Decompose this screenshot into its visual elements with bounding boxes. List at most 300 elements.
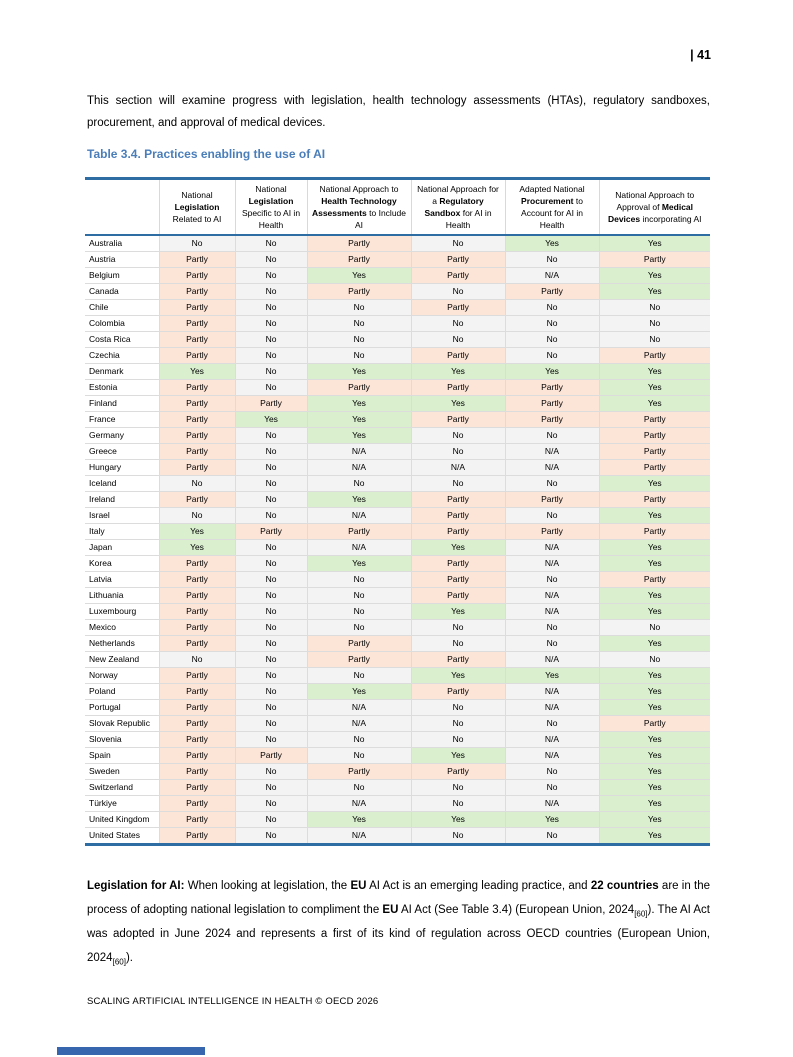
value-cell: Yes <box>599 364 710 380</box>
country-cell: Germany <box>85 428 159 444</box>
value-cell: Yes <box>599 396 710 412</box>
value-cell: N/A <box>307 540 411 556</box>
paragraph-run: EU <box>350 880 367 892</box>
value-cell: Yes <box>599 268 710 284</box>
value-cell: Yes <box>599 812 710 828</box>
value-cell: No <box>505 828 599 845</box>
value-cell: Yes <box>159 364 235 380</box>
country-cell: Iceland <box>85 476 159 492</box>
country-column-header <box>85 179 159 236</box>
value-cell: No <box>505 508 599 524</box>
value-cell: Partly <box>411 588 505 604</box>
value-cell: No <box>411 828 505 845</box>
value-cell: No <box>307 748 411 764</box>
country-cell: Slovenia <box>85 732 159 748</box>
value-cell: Partly <box>159 348 235 364</box>
paragraph-run: When looking at legislation, the <box>184 880 351 892</box>
value-cell: Partly <box>235 524 307 540</box>
value-cell: N/A <box>307 700 411 716</box>
value-cell: No <box>307 668 411 684</box>
value-cell: No <box>505 620 599 636</box>
value-cell: Yes <box>411 748 505 764</box>
value-cell: N/A <box>505 268 599 284</box>
value-cell: Yes <box>307 684 411 700</box>
value-cell: Partly <box>411 572 505 588</box>
value-cell: Partly <box>307 252 411 268</box>
value-cell: No <box>307 732 411 748</box>
value-cell: Partly <box>307 284 411 300</box>
value-cell: No <box>411 476 505 492</box>
value-cell: Yes <box>159 540 235 556</box>
value-cell: Partly <box>307 764 411 780</box>
value-cell: Partly <box>411 300 505 316</box>
country-cell: Slovak Republic <box>85 716 159 732</box>
value-cell: Partly <box>599 716 710 732</box>
value-cell: Yes <box>599 235 710 252</box>
value-cell: Partly <box>599 460 710 476</box>
value-cell: Yes <box>599 604 710 620</box>
column-header-5: National Approach to Approval of Medical Devices incorporating AI <box>599 179 710 236</box>
value-cell: No <box>599 332 710 348</box>
value-cell: Partly <box>159 316 235 332</box>
value-cell: No <box>307 348 411 364</box>
value-cell: N/A <box>307 444 411 460</box>
value-cell: No <box>505 316 599 332</box>
value-cell: No <box>235 764 307 780</box>
value-cell: Partly <box>159 492 235 508</box>
value-cell: Yes <box>599 732 710 748</box>
value-cell: Yes <box>599 828 710 845</box>
table-row <box>85 684 710 700</box>
paragraph-run: Legislation for AI: <box>87 880 185 892</box>
value-cell: No <box>307 604 411 620</box>
value-cell: Yes <box>411 604 505 620</box>
country-cell: Israel <box>85 508 159 524</box>
value-cell: Partly <box>411 764 505 780</box>
table-row <box>85 668 710 684</box>
column-header-1: National Legislation Specific to AI in Health <box>235 179 307 236</box>
table-row <box>85 476 710 492</box>
country-cell: Lithuania <box>85 588 159 604</box>
country-cell: Switzerland <box>85 780 159 796</box>
value-cell: Partly <box>505 396 599 412</box>
value-cell: Yes <box>307 812 411 828</box>
value-cell: Partly <box>411 684 505 700</box>
value-cell: Partly <box>599 572 710 588</box>
value-cell: No <box>235 780 307 796</box>
value-cell: Yes <box>599 796 710 812</box>
value-cell: Partly <box>307 652 411 668</box>
value-cell: No <box>235 572 307 588</box>
value-cell: No <box>235 476 307 492</box>
value-cell: Partly <box>411 268 505 284</box>
value-cell: Partly <box>159 684 235 700</box>
value-cell: No <box>235 508 307 524</box>
value-cell: No <box>411 700 505 716</box>
value-cell: No <box>235 428 307 444</box>
value-cell: Yes <box>411 668 505 684</box>
value-cell: Partly <box>159 300 235 316</box>
country-cell: Norway <box>85 668 159 684</box>
value-cell: Yes <box>599 700 710 716</box>
value-cell: No <box>235 588 307 604</box>
value-cell: No <box>235 604 307 620</box>
value-cell: Partly <box>411 492 505 508</box>
value-cell: No <box>235 348 307 364</box>
value-cell: No <box>411 620 505 636</box>
value-cell: Yes <box>599 588 710 604</box>
country-cell: Greece <box>85 444 159 460</box>
value-cell: No <box>505 572 599 588</box>
value-cell: No <box>235 652 307 668</box>
table-row <box>85 284 710 300</box>
value-cell: No <box>235 812 307 828</box>
value-cell: Partly <box>159 460 235 476</box>
value-cell: Yes <box>599 508 710 524</box>
value-cell: No <box>411 796 505 812</box>
value-cell: No <box>411 636 505 652</box>
footer-blue-bar <box>57 1047 205 1055</box>
value-cell: Yes <box>599 780 710 796</box>
country-cell: Chile <box>85 300 159 316</box>
value-cell: No <box>235 444 307 460</box>
country-cell: Finland <box>85 396 159 412</box>
paragraph-run: EU <box>382 904 399 916</box>
value-cell: N/A <box>505 540 599 556</box>
value-cell: Yes <box>411 396 505 412</box>
table-title: Table 3.4. Practices enabling the use of AI <box>87 147 326 161</box>
value-cell: Partly <box>159 252 235 268</box>
table-row <box>85 428 710 444</box>
value-cell: No <box>411 332 505 348</box>
value-cell: No <box>599 300 710 316</box>
value-cell: No <box>307 572 411 588</box>
country-cell: Latvia <box>85 572 159 588</box>
table-row <box>85 620 710 636</box>
value-cell: Partly <box>599 348 710 364</box>
table-row <box>85 252 710 268</box>
country-cell: New Zealand <box>85 652 159 668</box>
value-cell: No <box>505 780 599 796</box>
value-cell: Partly <box>599 412 710 428</box>
country-cell: Australia <box>85 235 159 252</box>
value-cell: No <box>307 332 411 348</box>
value-cell: Partly <box>411 508 505 524</box>
value-cell: N/A <box>505 556 599 572</box>
value-cell: No <box>235 700 307 716</box>
value-cell: No <box>307 476 411 492</box>
value-cell: Partly <box>159 620 235 636</box>
country-cell: Japan <box>85 540 159 556</box>
country-cell: United States <box>85 828 159 845</box>
value-cell: Yes <box>411 364 505 380</box>
value-cell: No <box>307 620 411 636</box>
table-row <box>85 556 710 572</box>
value-cell: Partly <box>159 380 235 396</box>
value-cell: Partly <box>411 652 505 668</box>
value-cell: No <box>159 235 235 252</box>
country-cell: Austria <box>85 252 159 268</box>
table-row <box>85 316 710 332</box>
value-cell: N/A <box>505 460 599 476</box>
country-cell: United Kingdom <box>85 812 159 828</box>
country-cell: Czechia <box>85 348 159 364</box>
table-row <box>85 780 710 796</box>
value-cell: Yes <box>599 380 710 396</box>
value-cell: No <box>307 588 411 604</box>
intro-paragraph: This section will examine progress with legislation, health technology assessments (HTAs), regulatory sandboxes, procurement, and approval of medical devices. <box>87 95 710 129</box>
value-cell: Yes <box>307 412 411 428</box>
table-header-row <box>85 179 710 236</box>
value-cell: Partly <box>159 780 235 796</box>
value-cell: Partly <box>411 412 505 428</box>
value-cell: Partly <box>159 748 235 764</box>
value-cell: Yes <box>235 412 307 428</box>
value-cell: Partly <box>159 444 235 460</box>
value-cell: Partly <box>505 524 599 540</box>
value-cell: No <box>235 380 307 396</box>
value-cell: Partly <box>159 396 235 412</box>
value-cell: N/A <box>307 716 411 732</box>
value-cell: Partly <box>411 524 505 540</box>
value-cell: Yes <box>599 284 710 300</box>
value-cell: N/A <box>505 684 599 700</box>
value-cell: N/A <box>505 796 599 812</box>
value-cell: Partly <box>159 812 235 828</box>
value-cell: Partly <box>505 380 599 396</box>
value-cell: Partly <box>599 252 710 268</box>
value-cell: No <box>159 476 235 492</box>
citation-subscript: [60] <box>112 957 126 967</box>
value-cell: N/A <box>505 588 599 604</box>
table-row <box>85 796 710 812</box>
value-cell: Yes <box>599 636 710 652</box>
value-cell: Partly <box>235 396 307 412</box>
value-cell: Partly <box>505 492 599 508</box>
table-row <box>85 524 710 540</box>
value-cell: No <box>505 300 599 316</box>
value-cell: No <box>235 620 307 636</box>
value-cell: Partly <box>159 732 235 748</box>
table-row <box>85 588 710 604</box>
value-cell: No <box>235 332 307 348</box>
country-cell: Hungary <box>85 460 159 476</box>
value-cell: N/A <box>505 700 599 716</box>
value-cell: No <box>235 684 307 700</box>
country-cell: Denmark <box>85 364 159 380</box>
value-cell: Partly <box>599 524 710 540</box>
table-row <box>85 812 710 828</box>
value-cell: Yes <box>307 268 411 284</box>
value-cell: No <box>411 284 505 300</box>
value-cell: Partly <box>599 428 710 444</box>
value-cell: No <box>505 332 599 348</box>
table-row <box>85 380 710 396</box>
value-cell: No <box>235 235 307 252</box>
value-cell: Yes <box>599 556 710 572</box>
value-cell: No <box>411 428 505 444</box>
value-cell: No <box>505 428 599 444</box>
table-row <box>85 764 710 780</box>
value-cell: No <box>599 316 710 332</box>
value-cell: No <box>599 652 710 668</box>
value-cell: Yes <box>505 668 599 684</box>
value-cell: N/A <box>505 748 599 764</box>
value-cell: Partly <box>505 284 599 300</box>
value-cell: No <box>599 620 710 636</box>
value-cell: No <box>307 316 411 332</box>
country-cell: Belgium <box>85 268 159 284</box>
value-cell: No <box>505 716 599 732</box>
value-cell: Partly <box>159 764 235 780</box>
value-cell: Partly <box>159 828 235 845</box>
country-cell: France <box>85 412 159 428</box>
value-cell: Partly <box>307 636 411 652</box>
value-cell: No <box>411 235 505 252</box>
table-row <box>85 460 710 476</box>
paragraph-run: AI Act (See Table 3.4) (European Union, 2024 <box>398 904 635 916</box>
country-cell: Spain <box>85 748 159 764</box>
value-cell: N/A <box>505 604 599 620</box>
table-row <box>85 700 710 716</box>
value-cell: Yes <box>411 540 505 556</box>
column-header-3: National Approach for a Regulatory Sandbox for AI in Health <box>411 179 505 236</box>
value-cell: Yes <box>505 364 599 380</box>
paragraph-run: ). The AI Act was adopted in June 2024 and represents a first of its kind of regulation across OECD countries (European Union, 2024 <box>87 904 710 964</box>
table-row <box>85 364 710 380</box>
country-cell: Costa Rica <box>85 332 159 348</box>
value-cell: No <box>505 764 599 780</box>
value-cell: Partly <box>307 380 411 396</box>
table-row <box>85 828 710 845</box>
value-cell: No <box>505 348 599 364</box>
value-cell: Partly <box>159 268 235 284</box>
value-cell: No <box>411 732 505 748</box>
value-cell: Yes <box>599 748 710 764</box>
country-cell: Estonia <box>85 380 159 396</box>
value-cell: Partly <box>159 284 235 300</box>
value-cell: No <box>307 780 411 796</box>
value-cell: No <box>505 476 599 492</box>
value-cell: Partly <box>411 380 505 396</box>
value-cell: No <box>505 636 599 652</box>
value-cell: No <box>411 316 505 332</box>
table-row <box>85 636 710 652</box>
practices-table <box>85 177 710 846</box>
value-cell: Partly <box>159 700 235 716</box>
table-row <box>85 748 710 764</box>
value-cell: No <box>235 796 307 812</box>
value-cell: N/A <box>307 828 411 845</box>
country-cell: Italy <box>85 524 159 540</box>
country-cell: Luxembourg <box>85 604 159 620</box>
value-cell: Yes <box>599 764 710 780</box>
value-cell: Partly <box>159 332 235 348</box>
country-cell: Canada <box>85 284 159 300</box>
value-cell: N/A <box>307 796 411 812</box>
value-cell: N/A <box>505 732 599 748</box>
value-cell: N/A <box>505 444 599 460</box>
value-cell: Yes <box>411 812 505 828</box>
table-row <box>85 732 710 748</box>
value-cell: N/A <box>505 652 599 668</box>
value-cell: No <box>235 252 307 268</box>
value-cell: Yes <box>505 812 599 828</box>
value-cell: No <box>159 652 235 668</box>
country-cell: Ireland <box>85 492 159 508</box>
citation-subscript: [60] <box>634 909 648 919</box>
page-number: | 41 <box>690 48 711 62</box>
value-cell: Yes <box>307 492 411 508</box>
value-cell: No <box>235 316 307 332</box>
value-cell: N/A <box>307 508 411 524</box>
table-row <box>85 572 710 588</box>
table-row <box>85 300 710 316</box>
value-cell: Yes <box>599 668 710 684</box>
value-cell: Partly <box>159 796 235 812</box>
value-cell: Yes <box>599 476 710 492</box>
value-cell: N/A <box>411 460 505 476</box>
value-cell: Partly <box>159 572 235 588</box>
table-row <box>85 444 710 460</box>
value-cell: Yes <box>307 428 411 444</box>
value-cell: Yes <box>159 524 235 540</box>
value-cell: No <box>505 252 599 268</box>
value-cell: Partly <box>159 636 235 652</box>
value-cell: No <box>235 828 307 845</box>
country-cell: Sweden <box>85 764 159 780</box>
value-cell: N/A <box>307 460 411 476</box>
value-cell: Partly <box>411 556 505 572</box>
value-cell: No <box>235 556 307 572</box>
value-cell: Partly <box>159 588 235 604</box>
table-row <box>85 652 710 668</box>
value-cell: Partly <box>599 444 710 460</box>
value-cell: Yes <box>599 540 710 556</box>
value-cell: No <box>159 508 235 524</box>
value-cell: Partly <box>505 412 599 428</box>
value-cell: No <box>235 300 307 316</box>
value-cell: No <box>307 300 411 316</box>
value-cell: Partly <box>599 492 710 508</box>
paragraph-run: are in the process of adopting national legislation to compliment the <box>87 880 711 916</box>
value-cell: No <box>235 540 307 556</box>
table-row <box>85 540 710 556</box>
country-cell: Portugal <box>85 700 159 716</box>
table-row <box>85 716 710 732</box>
table-row <box>85 508 710 524</box>
paragraph-run: 22 countries <box>590 880 659 892</box>
table-row <box>85 492 710 508</box>
value-cell: No <box>235 364 307 380</box>
value-cell: Partly <box>159 556 235 572</box>
footer-text: SCALING ARTIFICIAL INTELLIGENCE IN HEALTH © OECD 2026 <box>87 996 379 1007</box>
value-cell: Partly <box>159 716 235 732</box>
value-cell: Partly <box>411 348 505 364</box>
value-cell: Partly <box>159 668 235 684</box>
value-cell: Yes <box>307 364 411 380</box>
table-row <box>85 604 710 620</box>
value-cell: Yes <box>599 684 710 700</box>
value-cell: Partly <box>159 428 235 444</box>
value-cell: No <box>235 268 307 284</box>
table-row <box>85 235 710 252</box>
value-cell: Partly <box>159 412 235 428</box>
value-cell: Partly <box>411 252 505 268</box>
table-row <box>85 348 710 364</box>
value-cell: Partly <box>307 524 411 540</box>
value-cell: Partly <box>159 604 235 620</box>
